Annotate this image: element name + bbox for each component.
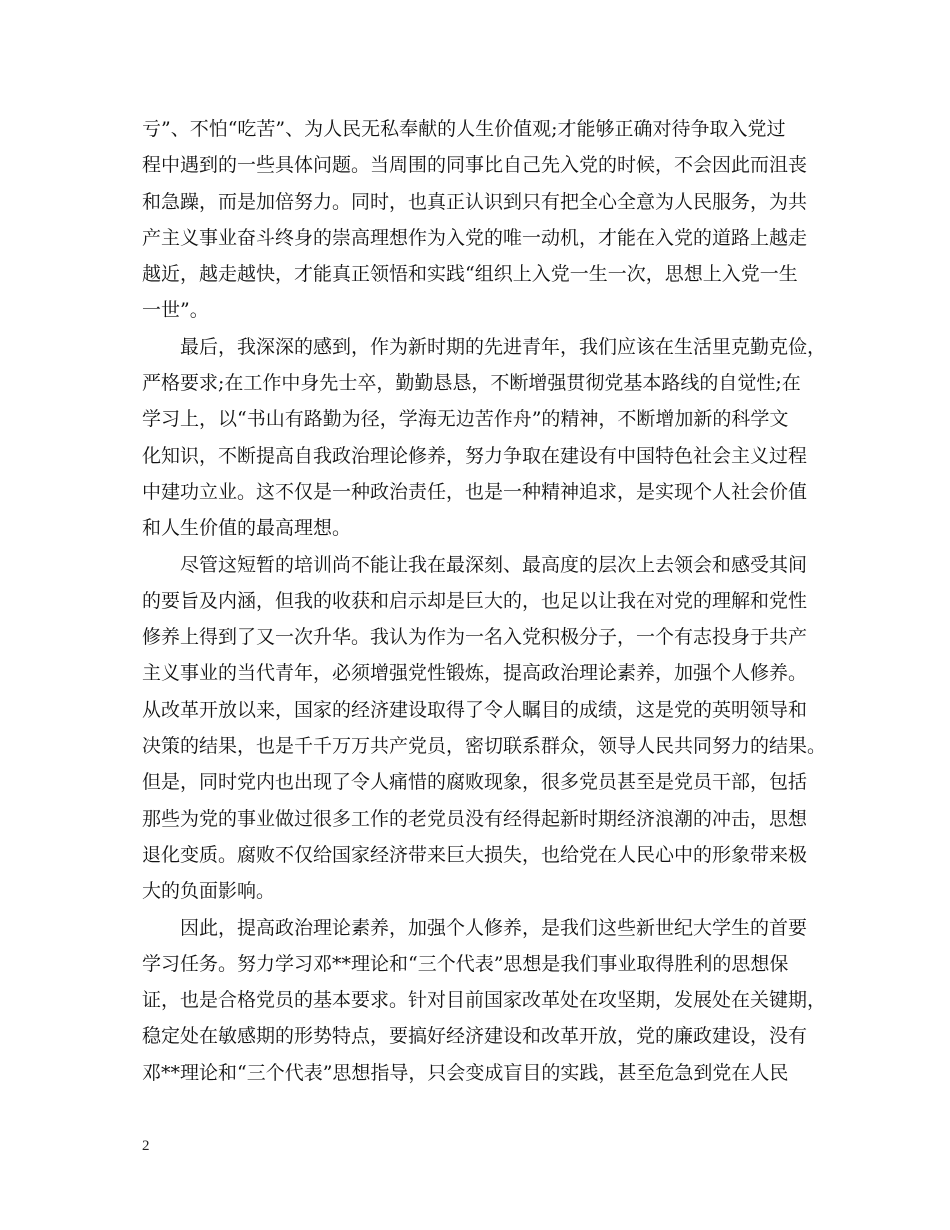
text-line: 学习上，以“书山有路勤为径，学海无边苦作舟”的精神，不断增加新的科学文: [142, 408, 789, 431]
text-line: 那些为党的事业做过很多工作的老党员没有经得起新时期经济浪潮的冲击，思想: [142, 807, 808, 830]
text-line: 修养上得到了又一次升华。我认为作为一名入党积极分子，一个有志投身于共产: [142, 626, 808, 649]
text-line: 和急躁，而是加倍努力。同时，也真正认识到只有把全心全意为人民服务，为共: [142, 190, 808, 213]
text-line: 退化变质。腐败不仅给国家经济带来巨大损失，也给党在人民心中的形象带来极: [142, 843, 808, 866]
text-line: 学习任务。努力学习邓**理论和“三个代表”思想是我们事业取得胜利的思想保: [142, 952, 789, 975]
text-line: 尽管这短暂的培训尚不能让我在最深刻、最高度的层次上去领会和感受其间: [142, 553, 808, 576]
text-line: 越近，越走越快，才能真正领悟和实践“组织上入党一生一次，思想上入党一生: [142, 263, 798, 286]
text-line: 邓**理论和“三个代表”思想指导，只会变成盲目的实践，甚至危急到党在人民: [142, 1061, 789, 1084]
text-line: 和人生价值的最高理想。: [142, 517, 352, 540]
page-number: 2: [142, 1138, 150, 1154]
text-line: 的要旨及内涵，但我的收获和启示却是巨大的，也足以让我在对党的理解和党性: [142, 589, 808, 612]
text-line: 大的负面影响。: [142, 880, 276, 903]
text-line: 从改革开放以来，国家的经济建设取得了令人瞩目的成绩，这是党的英明领导和: [142, 698, 808, 721]
text-line: 程中遇到的一些具体问题。当周围的同事比自己先入党的时候，不会因此而沮丧: [142, 154, 808, 177]
text-line: 决策的结果，也是千千万万共产党员，密切联系群众，领导人民共同努力的结果。: [142, 735, 827, 758]
text-line: 证，也是合格党员的基本要求。针对目前国家改革处在攻坚期，发展处在关键期，: [142, 989, 827, 1012]
text-line: 化知识，不断提高自我政治理论修养，努力争取在建设有中国特色社会主义过程: [142, 444, 808, 467]
text-line: 因此，提高政治理论素养，加强个人修养，是我们这些新世纪大学生的首要: [142, 916, 808, 939]
text-line: 中建功立业。这不仅是一种政治责任，也是一种精神追求，是实现个人社会价值: [142, 480, 808, 503]
text-line: 主义事业的当代青年，必须增强党性锻炼，提高政治理论素养，加强个人修养。: [142, 662, 808, 685]
text-line: 一世”。: [142, 299, 209, 322]
text-line: 亏”、不怕“吃苦”、为人民无私奉献的人生价值观;才能够正确对待争取入党过: [142, 118, 786, 140]
text-line: 最后，我深深的感到，作为新时期的先进青年，我们应该在生活里克勤克俭，: [142, 335, 827, 358]
text-line: 产主义事业奋斗终身的崇高理想作为入党的唯一动机，才能在入党的道路上越走: [142, 226, 808, 249]
text-line: 严格要求;在工作中身先士卒，勤勤恳恳，不断增强贯彻党基本路线的自觉性;在: [142, 372, 801, 395]
text-line: 稳定处在敏感期的形势特点，要搞好经济建设和改革开放，党的廉政建设，没有: [142, 1025, 808, 1048]
text-line: 但是，同时党内也出现了令人痛惜的腐败现象，很多党员甚至是党员干部，包括: [142, 771, 808, 794]
body-text: [142, 111, 827, 1091]
